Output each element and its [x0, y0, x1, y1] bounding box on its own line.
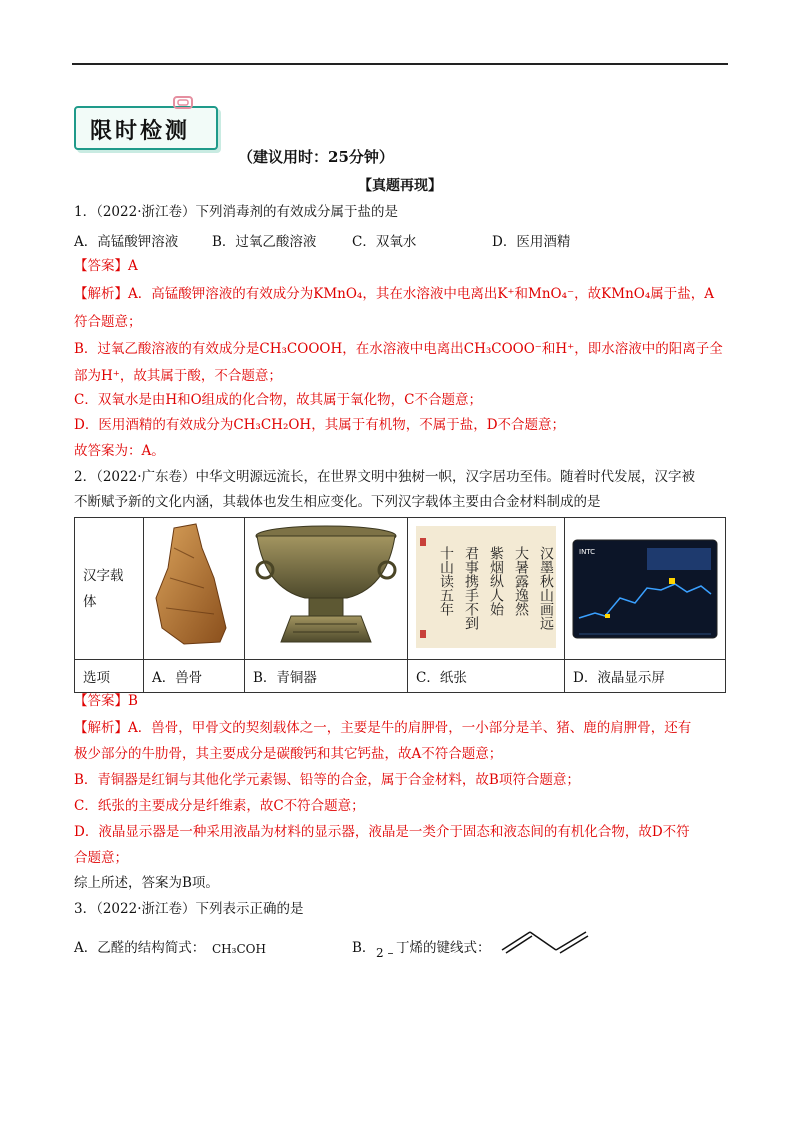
- calligraphy-line: 大暑露逸然: [513, 546, 529, 616]
- q1-analysis-line: 故答案为：A。: [74, 443, 165, 459]
- section-badge: [74, 106, 218, 150]
- q1-analysis-line: B．过氧乙酸溶液的有效成分是CH₃COOOH，在水溶液中电离出CH₃COOO⁻和H⁺，即水溶液中的阳离子全: [74, 341, 723, 357]
- butene-skeletal-formula: [500, 926, 592, 954]
- paperclip-icon: [172, 95, 194, 111]
- bronze-vessel-image: [245, 518, 407, 655]
- q1-answer: 【答案】A: [74, 258, 138, 274]
- q1-analysis-line: 部为H⁺，故其属于酸，不合题意；: [74, 368, 282, 384]
- top-rule: [72, 63, 728, 65]
- lcd-image-cell: [565, 518, 726, 660]
- q2-answer: 【答案】B: [74, 693, 138, 709]
- q1-analysis-line: 【解析】A．高锰酸钾溶液的有效成分为KMnO₄，其在水溶液中电离出K⁺和MnO₄⁻，故KMnO₄属于盐，A: [74, 286, 714, 302]
- q3-question: 3．（2022·浙江卷）下列表示正确的是: [74, 901, 304, 917]
- oracle-bone-image: [144, 518, 244, 655]
- carrier-table: [74, 517, 726, 693]
- badge-title: 限时检测: [90, 118, 191, 144]
- q3-option-a-label: A．乙醛的结构简式：: [74, 940, 206, 956]
- q3-option-b-prefix: 2 –: [376, 946, 394, 960]
- q2-analysis-line: 极少部分的牛肋骨，其主要成分是碳酸钙和其它钙盐，故A不符合题意；: [74, 746, 503, 762]
- bone-image-cell: [144, 518, 245, 660]
- table-option-d: D．液晶显示屏: [565, 660, 726, 693]
- q1-option-a: A．高锰酸钾溶液: [74, 234, 179, 250]
- q2-analysis-line: 【解析】A．兽骨，甲骨文的契刻载体之一，主要是牛的肩胛骨，一小部分是羊、猪、鹿的肩胛骨，还有: [74, 720, 692, 736]
- q2-analysis-line: D．液晶显示器是一种采用液晶为材料的显示器，液晶是一类介于固态和液态间的有机化合物，故D不符: [74, 824, 690, 840]
- calligraphy-line: 十山读五年: [438, 546, 454, 616]
- q2-analysis-line: C．纸张的主要成分是纤维素，故C不符合题意；: [74, 798, 365, 814]
- bronze-image-cell: [245, 518, 408, 660]
- q3-option-a-formula: CH₃COH: [212, 942, 266, 956]
- row-header-cell: [75, 518, 144, 660]
- q2-question-line: 2．（2022·广东卷）中华文明源远流长，在世界文明中独树一帜，汉字居功至伟。随着时代发展，汉字被: [74, 469, 695, 485]
- q1-analysis-line: D．医用酒精的有效成分为CH₃CH₂OH，其属于有机物，不属于盐，D不合题意；: [74, 417, 566, 433]
- q1-option-d: D．医用酒精: [492, 234, 571, 250]
- q3-option-b-label: B．: [352, 940, 376, 956]
- option-header: 选项: [75, 660, 144, 693]
- calligraphy-paper-image: [408, 518, 564, 655]
- table-option-a: A．兽骨: [144, 660, 245, 693]
- calligraphy-line: 君事携手不到: [463, 546, 479, 630]
- calligraphy-line: 紫烟纵人始: [488, 546, 504, 616]
- q3-option-b-text: 丁烯的键线式：: [396, 940, 491, 956]
- q2-question-line: 不断赋予新的文化内涵，其载体也发生相应变化。下列汉字载体主要由合金材料制成的是: [74, 494, 601, 510]
- q1-analysis-line: 符合题意；: [74, 314, 142, 330]
- q1-option-c: C．双氧水: [352, 234, 417, 250]
- table-option-c: C．纸张: [408, 660, 565, 693]
- lcd-screen-image: [565, 518, 725, 655]
- time-suggestion: （建议用时：25分钟）: [238, 148, 394, 166]
- q1-question: 1．（2022·浙江卷）下列消毒剂的有效成分属于盐的是: [74, 204, 398, 220]
- ticker-label: INTC: [579, 548, 596, 556]
- row-header: 汉字载体: [83, 567, 124, 610]
- q2-conclusion: 综上所述，答案为B项。: [74, 875, 219, 891]
- q2-analysis-line: B．青铜器是红铜与其他化学元素锡、铅等的合金，属于合金材料，故B项符合题意；: [74, 772, 580, 788]
- calligraphy-line: 汉墨秋山画远: [538, 546, 554, 630]
- table-option-b: B．青铜器: [245, 660, 408, 693]
- section-title: 【真题再现】: [358, 178, 442, 194]
- q1-analysis-line: C．双氧水是由H和O组成的化合物，故其属于氧化物，C不合题意；: [74, 392, 482, 408]
- q2-analysis-line: 合题意；: [74, 850, 128, 866]
- paper-image-cell: [408, 518, 565, 660]
- q1-option-b: B．过氧乙酸溶液: [212, 234, 317, 250]
